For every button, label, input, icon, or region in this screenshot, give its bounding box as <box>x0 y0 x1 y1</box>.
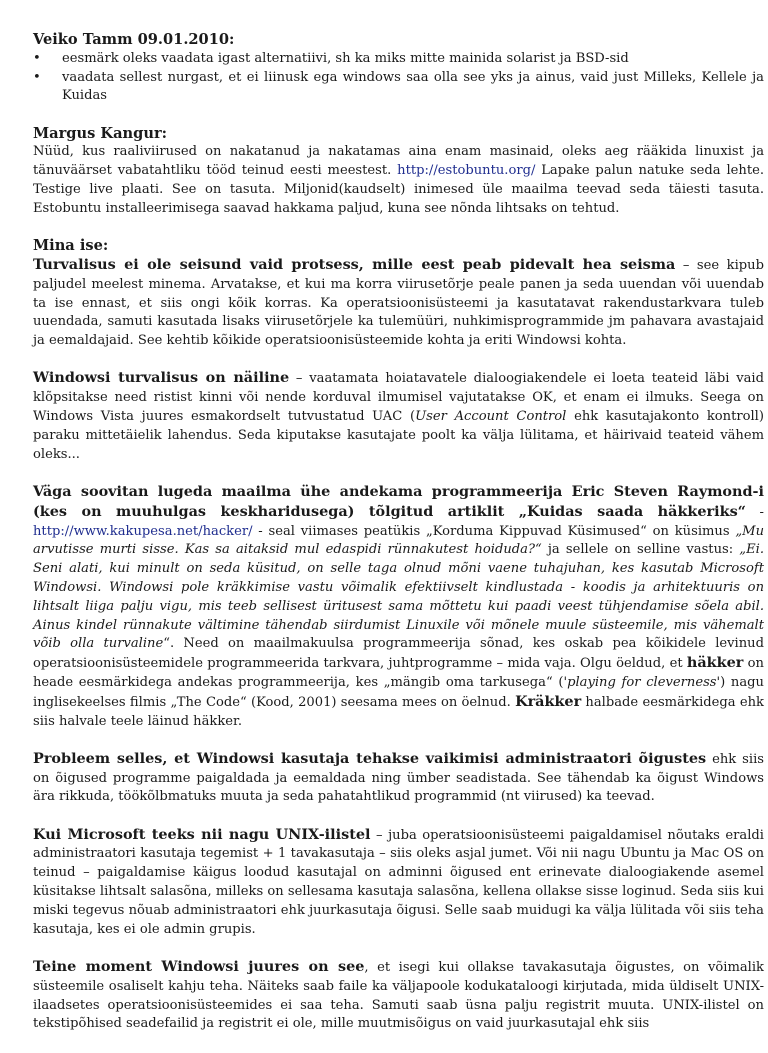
section-problem <box>33 750 764 807</box>
term-krakker: Kräkker <box>515 692 582 710</box>
section-windows-security <box>33 369 764 464</box>
italic-term: playing for cleverness <box>567 674 717 690</box>
italic-term: User Account Control <box>415 409 567 425</box>
section-heading: Veiko Tamm 09.01.2010: <box>33 31 235 48</box>
paragraph-text: - seal viimases peatükis „Korduma Kippuvad Küsimused“ on küsimus <box>252 523 736 539</box>
paragraph-text: , et isegi kui ollakse tavakasutaja õigustes, on võimalik süsteemile osaliselt kahju teha. Näiteks saab faile ka väljapoole kodukataloogi kirjutada, mida üldiselt UNIX-ilaadsetes operatsioonisüsteemides ei saa teha. Samuti saab üsna palju registrit muuta. UNIX-ilistel on tekstipõhised seadefailid ja registrit ei ole, mille muutmisõigus on vaid juurkasutajal ehk siis <box>33 959 764 1032</box>
paragraph-text: ehk siis on õigused programme paigaldada ja eemaldada ning ümber seadistada. See tähendab ka õigust Windows ära rikkuda, töökõlbmatuks muuta ja seda pahatahtlikud programmid (nt viirused) ka teevad. <box>33 751 765 805</box>
estobuntu-link[interactable]: http://estobuntu.org/ <box>397 163 536 179</box>
paragraph-lead: Turvalisus ei ole seisund vaid protsess, mille eest peab pidevalt hea seisma <box>33 255 676 273</box>
paragraph-text: – see kipub paljudel meelest minema. Arvatakse, et kui ma korra viirusetõrje peale panen ja seda uuendan või uuendab ta ise ennast, et siis ongi kõik korras. Ka operatsioonisüsteemi ja kasutatavat rakendustarkvara tuleb uuendada, samuti kasutada lisaks viirusetõrjele ka tulemüüri, nuhkimisprogrammide jm pahavara avastajaid ja eemaldajaid. See kehtib kõikide operatsioonisüsteemide kohta ja eriti Windowsi kohta. <box>33 257 764 349</box>
term-hakker: häkker <box>686 654 744 672</box>
section-heading: Mina ise: <box>33 237 109 255</box>
paragraph-text: on heade eesmärkidega andekas programmeerija, kes „mängib oma tarkusega“ (' <box>33 656 764 690</box>
section-teine <box>33 958 764 1034</box>
paragraph-lead: Probleem selles, et Windowsi kasutaja tehakse vaikimisi administraatori õigustes <box>33 749 707 767</box>
bullet-list <box>33 50 764 106</box>
paragraph-text: Nüüd, kus raaliviirused on nakatanud ja nakatamas aina enam masinaid, oleks aeg rääkida linuxist ja tänuväärset vabatahtliku tööd teinud eesti meestest. <box>33 144 764 179</box>
paragraph <box>33 369 764 464</box>
paragraph-text: Lapake palun natuke seda lehte. Testige live plaati. See on tasuta. Miljonid(kaudselt) inimesed üle maailma teevad seda täiesti tasuta. Estobuntu installeerimisega saavad hakkama paljud, kuna see nõnda lihtsaks on tehtud. <box>33 163 764 216</box>
paragraph-text: – vaatamata hoiatavatele dialoogiakendele ei loeta teateid läbi vaid klõpsitakse need ristist kinni või nende korduval ilmumisel vajutatakse OK, et enam ei ilmuks. Seega on Windows Vista juures esmakordselt tutvustatud UAC ( <box>33 371 764 425</box>
paragraph <box>33 958 764 1034</box>
paragraph <box>33 750 764 807</box>
section-mina <box>33 237 764 351</box>
paragraph-text: - <box>745 504 764 520</box>
paragraph-text: ehk kasutajakonto kontroll) paraku mittetäielik lahendus. Seda kiputakse kasutajate poolt ka välja lülitama, et häirivaid teateid vähem oleks... <box>33 409 764 462</box>
section-unix <box>33 826 764 940</box>
paragraph-text: – juba operatsioonisüsteemi paigaldamisel nõutaks eraldi administraatori kasutaja tegemist + 1 tavakasutaja – siis oleks asjal jumet. Või nii nagu Ubuntu ja Mac OS on teinud – paigaldamise käigus loodud kasutajal on adminni õigused ent erinevate dialoogiakende asemel küsitakse lihtsalt salasõna, milleks on sellesama kasutaja salasõna, kellena ollakse sisse loginud. Seda siis kui miski tegevus nõuab administraatori ehk juurkasutaja õigusi. Selle saab muidugi ka välja lülitada või siis teha kasutaja, kes ei ole admin grupis. <box>33 827 764 937</box>
paragraph-lead: Windowsi turvalisus on näiline <box>33 369 290 387</box>
paragraph-text: “. Need on maailmakuulsa programmeerija sõnad, kes oskab pea kõikidele levinud operatsioonisüsteemidele programmeerida tarkvara, juhtprogramme – mida vaja. Olgu öeldud, et <box>33 636 764 672</box>
paragraph-lead: Väga soovitan lugeda maailma ühe andekama programmeerija Eric Steven Raymond-i (kes on muuhulgas keskharidusega) tõlgitud artiklit „Kuidas saada häkkeriks“ <box>33 482 764 520</box>
section-margus <box>33 125 764 219</box>
section-veiko <box>33 31 764 106</box>
paragraph-text: halbade eesmärkidega ehk siis halvale teele läinud häkker. <box>33 694 764 729</box>
bullet-item: • vaadata sellest nurgast, et ei liinusk ega windows saa olla see yks ja ainus, vaid just Milleks, Kellele ja Kuidas <box>33 69 764 107</box>
paragraph-text: ') nagu inglisekeelses filmis „The Code“ (Kood, 2001) seesama mees on öelnud. <box>33 674 764 710</box>
bullet-item: • eesmärk oleks vaadata igast alternatiivi, sh ka miks mitte mainida solarist ja BSD-sid <box>33 50 764 69</box>
section-raymond <box>33 483 764 731</box>
paragraph-lead: Kui Microsoft teeks nii nagu UNIX-ilistel <box>33 825 371 843</box>
paragraph <box>33 256 764 351</box>
paragraph <box>33 143 764 218</box>
document-page <box>33 31 764 1053</box>
section-heading: Margus Kangur: <box>33 124 168 142</box>
paragraph <box>33 826 764 940</box>
paragraph-text: ja sellele on selline vastus: <box>541 542 740 558</box>
italic-quote: „Ei. Seni alati, kui minult on seda küsitud, on selle taga olnud mõni vaene tuhajuhan, kes kasutab Microsoft Windowsi. Windowsi pole kräkkimise vastu võimalik efektiivselt kindlustada - koodis ja arhitektuuris on lihtsalt liiga palju vigu, mis teeb sellisest üritusest sama mõttetu kui paadi veest tühjendamise sõela abil. Ainus kindel rünnakute vältimine tähendab siirdumist Linuxile või mõnele muule süsteemile, mis vähemalt võib olla turvaline <box>33 542 764 652</box>
paragraph <box>33 483 764 731</box>
italic-question: „Mu arvutisse murti sisse. Kas sa aitaksid mul edaspidi rünnakutest hoiduda?“ <box>33 523 764 558</box>
kakupesa-link[interactable]: http://www.kakupesa.net/hacker/ <box>33 523 253 539</box>
paragraph-lead: Teine moment Windowsi juures on see <box>33 957 365 975</box>
